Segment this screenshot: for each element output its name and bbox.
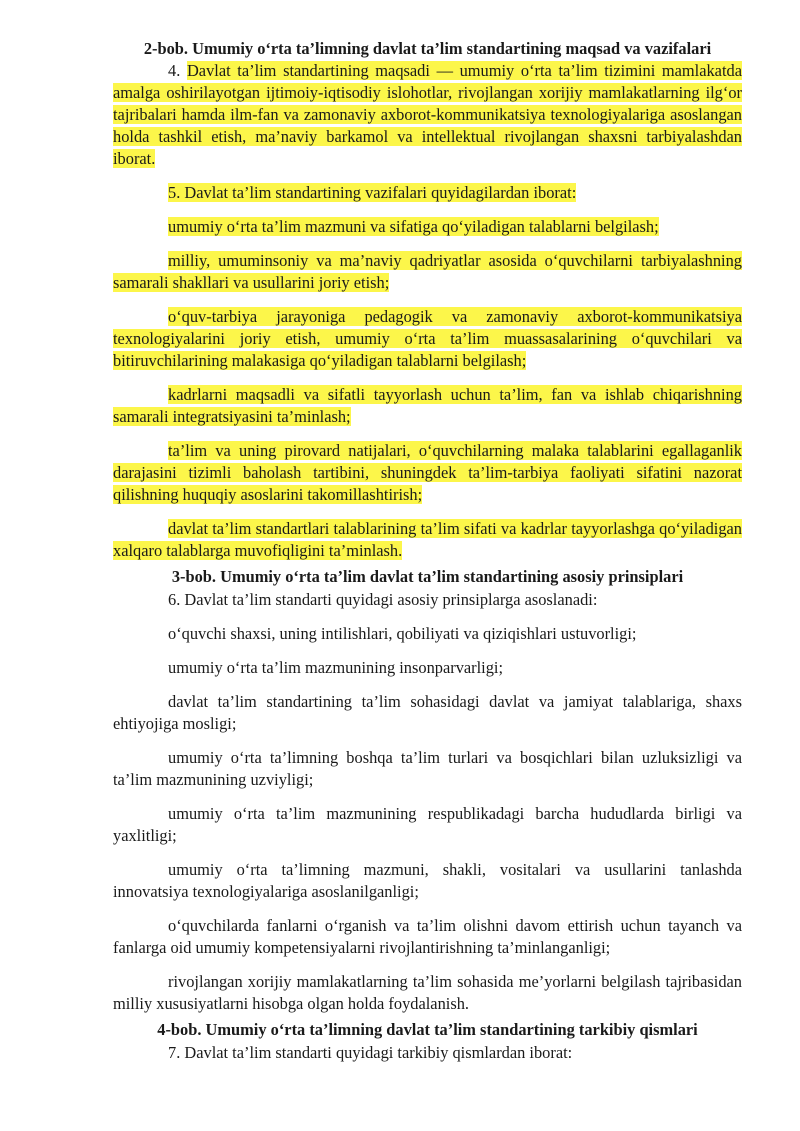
principle-item-1: o‘quvchi shaxsi, uning intilishlari, qobiliyati va qiziqishlari ustuvorligi;	[168, 624, 637, 643]
task-item-4	[113, 384, 742, 428]
principle-item-4: umumiy o‘rta ta’limning boshqa ta’lim turlari va bosqichlari bilan uzluksizligi va ta’lim mazmunining uzviyligi;	[113, 748, 742, 789]
task-item-4-text: kadrlarni maqsadli va sifatli tayyorlash uchun ta’lim, fan va ishlab chiqarishning samarali integratsiyasini ta’minlash;	[113, 385, 742, 426]
paragraph-5	[113, 182, 742, 204]
principle-item-5: umumiy o‘rta ta’lim mazmunining respublikadagi barcha hududlarda birligi va yaxlitligi;	[113, 804, 742, 845]
chapter-2-heading: 2-bob. Umumiy o‘rta ta’limning davlat ta’lim standartining maqsad va vazifalari	[143, 39, 712, 58]
task-item-5-text: ta’lim va uning pirovard natijalari, o‘quvchilarning malaka talablarini egallaganlik darajasini tizimli baholash tartibini, shuningdek ta’lim-tarbiya faoliyati sifatini nazorat qilishning huquqiy asoslarini takomillashtirish;	[113, 441, 742, 504]
chapter-4-heading: 4-bob. Umumiy o‘rta ta’limning davlat ta’lim standartining tarkibiy qismlari	[157, 1020, 698, 1039]
task-item-6-text: davlat ta’lim standartlari talablarining ta’lim sifati va kadrlar tayyorlashga qo‘yiladigan xalqaro talablarga muvofiqligini ta’minlash.	[113, 519, 742, 560]
paragraph-5-text: 5. Davlat ta’lim standartining vazifalari quyidagilardan iborat:	[168, 183, 577, 202]
principle-item-8: rivojlangan xorijiy mamlakatlarning ta’lim sohasida me’yorlarni belgilash tajribasidan milliy xususiyatlarni hisobga olgan holda foydalanish.	[113, 972, 742, 1013]
task-item-3-text: o‘quv-tarbiya jarayoniga pedagogik va zamonaviy axborot-kommunikatsiya texnologiyalarini joriy etish, umumiy o‘rta ta’lim muassasalarining o‘quvchilari va bitiruvchilarining malakasiga qo‘yiladigan talablarni belgilash;	[113, 307, 742, 370]
task-item-6	[113, 518, 742, 562]
task-item-2	[113, 250, 742, 294]
paragraph-4-number: 4.	[168, 61, 181, 80]
paragraph-4-text: Davlat ta’lim standartining maqsadi — umumiy o‘rta ta’lim tizimini mamlakatda amalga oshirilayotgan ijtimoiy-iqtisodiy islohotlar, rivojlangan xorijiy mamlakatlarning ilg‘or tajribalari hamda ilm-fan va zamonaviy axborot-kommunikatsiya texnologiyalariga asoslangan holda tashkil etish, ma’naviy barkamol va intellektual rivojlangan shaxsni tarbiyalashdan iborat.	[113, 61, 742, 168]
principle-item-7: o‘quvchilarda fanlarni o‘rganish va ta’lim olishni davom ettirish uchun tayanch va fanlarga oid umumiy kompetensiyalarni rivojlantirishning ta’minlanganligi;	[113, 916, 742, 957]
paragraph-4	[113, 60, 742, 170]
principle-item-2: umumiy o‘rta ta’lim mazmunining insonparvarligi;	[168, 658, 504, 677]
chapter-3-heading: 3-bob. Umumiy o‘rta ta’lim davlat ta’lim standartining asosiy prinsiplari	[171, 567, 684, 586]
task-item-5	[113, 440, 742, 506]
paragraph-7: 7. Davlat ta’lim standarti quyidagi tarkibiy qismlardan iborat:	[168, 1043, 573, 1062]
paragraph-6: 6. Davlat ta’lim standarti quyidagi asosiy prinsiplarga asoslanadi:	[168, 590, 598, 609]
principle-item-6: umumiy o‘rta ta’limning mazmuni, shakli, vositalari va usullarini tanlashda innovatsiya texnologiyalariga asoslanilganligi;	[113, 860, 742, 901]
task-item-3	[113, 306, 742, 372]
task-item-1-text: umumiy o‘rta ta’lim mazmuni va sifatiga qo‘yiladigan talablarni belgilash;	[168, 217, 659, 236]
task-item-2-text: milliy, umuminsoniy va ma’naviy qadriyatlar asosida o‘quvchilarni tarbiyalashning samarali shakllari va usullarini joriy etish;	[113, 251, 742, 292]
task-item-1	[113, 216, 742, 238]
principle-item-3: davlat ta’lim standartining ta’lim sohasidagi davlat va jamiyat talablariga, shaxs ehtiyojiga mosligi;	[113, 692, 742, 733]
